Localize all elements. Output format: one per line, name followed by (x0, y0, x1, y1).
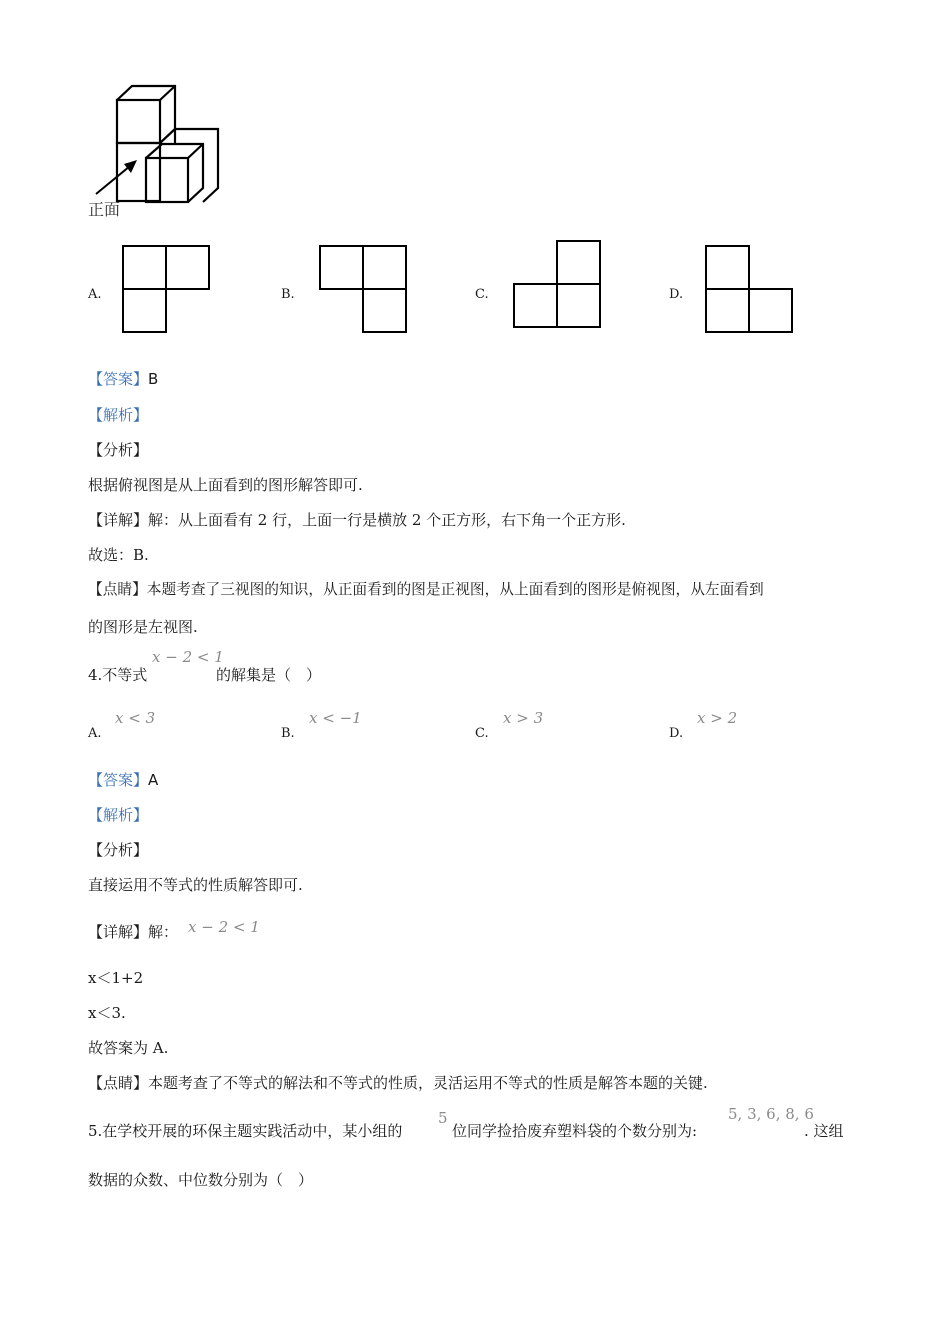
q3-option-c-shape (513, 240, 603, 330)
q4-detail-expr: x − 2 < 1 (188, 918, 260, 936)
q4-conclusion: 故答案为 A. (88, 1039, 169, 1057)
q4-stem-prefix: 4.不等式 (88, 666, 148, 684)
q4-option-d-expr: x > 2 (697, 709, 738, 727)
q3-fenxi-heading: 【分析】 (88, 441, 149, 459)
q3-option-b-shape (319, 245, 409, 335)
q4-fenxi-text: 直接运用不等式的性质解答即可. (88, 876, 303, 894)
q4-answer-value: A (148, 771, 159, 789)
q4-option-c-expr: x > 3 (503, 709, 544, 727)
q3-option-b-letter: B. (281, 287, 295, 302)
q4-step-1: x＜1+2 (88, 969, 144, 987)
q5-stem-line-2: 数据的众数、中位数分别为（ ） (88, 1171, 314, 1189)
q5-stem-middle: 位同学捡拾废弃塑料袋的个数分别为: (452, 1122, 698, 1140)
q3-comment-line-1: 【点睛】本题考查了三视图的知识，从正面看到的图是正视图，从上面看到的图形是俯视图，从左面看到 (88, 581, 764, 598)
q5-stem-suffix: . 这组 (804, 1122, 844, 1140)
q4-option-b-letter: B. (281, 726, 295, 741)
q3-option-d-letter: D. (669, 287, 684, 302)
figure-label: 正面 (88, 200, 121, 219)
q3-answer-value: B (148, 370, 159, 388)
q4-step-2: x＜3. (88, 1004, 126, 1022)
q4-option-d-letter: D. (669, 726, 684, 741)
q3-answer-tag: 【答案】 (88, 370, 149, 388)
q5-stem-prefix: 5.在学校开展的环保主题实践活动中，某小组的 (88, 1122, 403, 1140)
q4-option-a-letter: A. (88, 726, 102, 741)
q4-stem-expr: x − 2 < 1 (152, 648, 224, 666)
q3-option-d-shape (705, 245, 795, 335)
q3-option-a-shape (122, 245, 212, 335)
q3-answer-line (88, 369, 158, 389)
q4-option-c-letter: C. (475, 726, 489, 741)
q3-fenxi-text: 根据俯视图是从上面看到的图形解答即可. (88, 476, 363, 494)
q4-option-b-expr: x < −1 (309, 709, 362, 727)
q5-data-list: 5, 3, 6, 8, 6 (728, 1105, 814, 1123)
q4-option-a-expr: x < 3 (115, 709, 156, 727)
q4-comment: 【点睛】本题考查了不等式的解法和不等式的性质，灵活运用不等式的性质是解答本题的关键. (88, 1074, 708, 1092)
q3-option-a-letter: A. (88, 287, 102, 302)
q4-jiexi-heading: 【解析】 (88, 806, 149, 824)
q4-stem-suffix: 的解集是（ ） (216, 666, 322, 684)
q3-option-c-letter: C. (475, 287, 489, 302)
q5-stem-num: 5 (438, 1109, 448, 1127)
q4-answer-tag: 【答案】 (88, 771, 149, 789)
q3-detail-text: 【详解】解：从上面看有 2 行，上面一行是横放 2 个正方形，右下角一个正方形. (88, 511, 626, 529)
q4-detail-prefix: 【详解】解： (88, 923, 179, 941)
q3-jiexi-heading: 【解析】 (88, 406, 149, 424)
q3-comment-line-2: 的图形是左视图. (88, 618, 198, 636)
q4-answer-line (88, 770, 158, 790)
q3-choose-text: 故选：B. (88, 546, 149, 564)
q4-fenxi-heading: 【分析】 (88, 841, 149, 859)
